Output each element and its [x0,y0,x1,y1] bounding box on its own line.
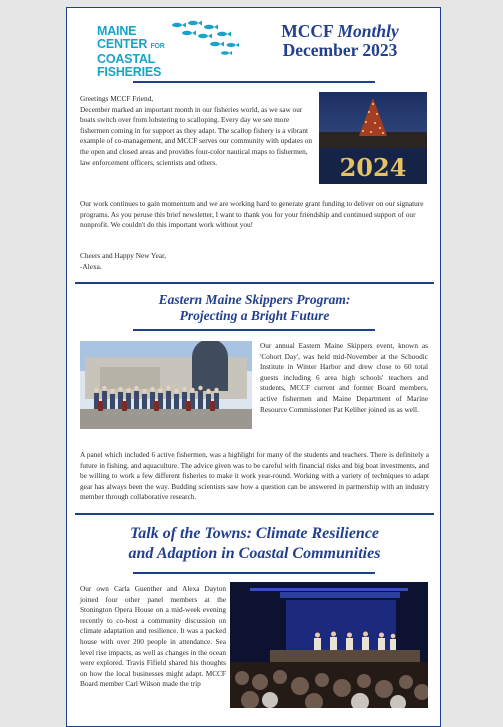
letter-paragraph-1: December marked an important month in our fisheries world, as we saw our boats switch over from lobstering to scalloping. Every day we see more fishermen coming in for support as they adapt. The scallop fishery is a vibrant example of co-management, and MCCF serves our community with updates on the open and closed areas and provides four-color nautical maps to fishermen, law enforcement officers, scientists and others. [80,104,313,167]
towns-title-underline [133,572,375,574]
fish-school-icon [167,17,242,57]
masthead-monthly: Monthly [337,21,399,41]
newsletter-sheet [66,7,441,727]
masthead-title [255,22,425,60]
letter-closing-block [80,251,380,272]
masthead-prefix: MCCF [281,21,338,41]
towns-title [81,524,428,564]
opera-house-panel-photo [230,582,428,708]
skippers-paragraph-1: Our annual Eastern Maine Skippers event, known as 'Cohort Day', was held mid-November at the Schoodic Institute in Winter Harbor and drew close to 60 total guests including 6 area high schools' teachers and students, MCCF current and former Board members, active fishermen and Maine Department of Marine Resource Commissioner Pat Keliher joined us as well. [260,341,428,414]
newsletter-header [67,8,440,82]
cohort-day-group-photo [80,341,252,429]
skippers-title-line-1: Eastern Maine Skippers Program: [158,292,351,307]
section-divider-1 [75,282,434,284]
mccf-logo [97,17,237,79]
logo-line-maine: MAINE [97,24,137,38]
section-divider-2 [75,513,434,515]
holiday-2024-image [319,92,427,184]
header-divider [133,81,375,83]
letter-paragraph-2: Our work continues to gain momentum and we are working hard to generate grant funding to deliver on our signature programs. As you peruse this brief newsletter, I want to thank you for your friendship and continued support of our nonprofit. We couldn't do this important work without you! [80,199,424,230]
masthead-date: December 2023 [282,40,398,60]
skippers-title [81,292,428,324]
skippers-title-underline [133,329,375,331]
letter-intro [80,94,318,168]
towns-title-line-2: and Adaption in Coastal Communities [128,545,381,562]
logo-line-coastal: COASTAL [97,52,156,66]
letter-greeting: Greetings MCCF Friend, [80,94,154,103]
logo-line-center: CENTER [97,36,148,51]
letter-signature: -Alexa. [80,261,102,271]
year-2024-text: 2024 [339,153,407,182]
towns-title-line-1: Talk of the Towns: Climate Resilience [129,525,380,542]
skippers-title-line-2: Projecting a Bright Future [179,308,330,323]
skippers-paragraph-2: A panel which included 6 active fishermen, was a highlight for many of the students and teachers. There is definitely a future in fishing, and aquaculture. The advice given was to be careful with financial risks and big boat investments, and be willing to work a few different fisheries to make it work year-round. Working with a variety of techniques to adapt gear has always been the way. Budding scientists saw how a question can be answered in partnership with an industry member through collaborative research. [80,450,429,502]
logo-line-fisheries: FISHERIES [97,64,162,79]
letter-closing: Cheers and Happy New Year, [80,251,167,260]
towns-paragraph-1: Our own Carla Guenther and Alexa Dayton joined four other panel members at the Stonington Opera House on a mid-week evening recently to co-host a community discussion on climate adaptation and resilience. It was a packed house with over 200 people in attendance. Sea level rise impacts, as well as changes in the ocean were explored. Travis Fifield shared his thoughts on how the local businesses might adapt. MCCF Board member Carl Wilson made the trip [80,584,226,689]
logo-word-for: FOR [150,42,165,50]
